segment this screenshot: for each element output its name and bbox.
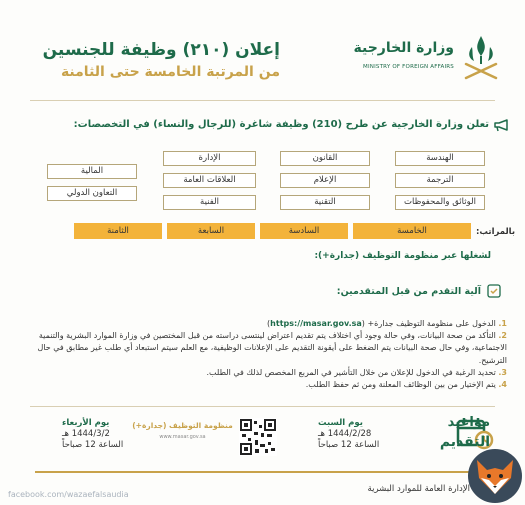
- start-date-value: 1444/2/28 هـ: [318, 429, 372, 439]
- step-item: [15, 318, 507, 330]
- step-number: 3.: [498, 367, 507, 377]
- logo-english-text: MINISTRY OF FOREIGN AFFAIRS: [363, 64, 454, 70]
- footer-line: [35, 471, 495, 473]
- jadarah-note: لشغلها عبر منظومة التوظيف (جدارة+):: [314, 251, 491, 261]
- logo-arabic-text: وزارة الخارجية: [353, 40, 454, 56]
- steps-list: [15, 318, 507, 391]
- bottom-divider: [30, 406, 495, 407]
- mechanism-title: آلية التقدم من قبل المتقدمين:: [336, 286, 481, 297]
- step-text: التأكد من صحة البيانات، وفي حالة وجود أي اختلاف يتم تقديم اعتراض لينتسى دراسته من قبل المختصين في وزارة الموارد البشرية والتنمية الاجتماعية، وفي حال صحة البيانات يتم الضغط على أيقونة التقديم على الإعلانات الوظيفية، مع العلم سيتم استبعاد أي طلب غير مطابق في حال الترشيح.: [37, 331, 507, 365]
- step-text: تحديد الرغبة في الدخول للإعلان من خلال التأشير في المربع المخصص لذلك في الطلب.: [206, 367, 496, 377]
- start-date: [318, 418, 379, 451]
- megaphone-icon: [493, 118, 509, 132]
- intro-text: تعلن وزارة الخارجية عن طرح (210) وظيفة شاغرة (للرجال والنساء) في التخصصات:: [73, 119, 489, 130]
- specialty-item: الإدارة: [163, 151, 256, 166]
- ministry-logo: [352, 34, 502, 84]
- qr-code-icon: [239, 418, 277, 456]
- specialty-item: الوثائق والمحفوظات: [395, 195, 485, 210]
- specialty-item: التقنية: [280, 195, 370, 210]
- specialty-item: الترجمة: [395, 173, 485, 188]
- rank-item: السابعة: [167, 223, 255, 239]
- fox-logo-icon: [467, 448, 523, 504]
- specialty-item: الهندسة: [395, 151, 485, 166]
- specialty-item: التعاون الدولي: [47, 186, 137, 201]
- watermark: facebook.com/wazaefalsaudia: [8, 490, 129, 499]
- end-day: يوم الأربعاء: [62, 418, 110, 428]
- start-time: الساعة 12 صباحاً: [318, 440, 380, 450]
- page-title: إعلان (٢١٠) وظيفة للجنسين: [42, 40, 280, 60]
- jadarah-logo: [130, 421, 235, 453]
- step-item: [15, 367, 507, 379]
- rank-item: الثامنة: [74, 223, 162, 239]
- specialty-item: المالية: [47, 164, 137, 179]
- top-divider: [30, 100, 495, 101]
- end-time: الساعة 12 صباحاً: [62, 440, 124, 450]
- specialty-item: الفنية: [163, 195, 256, 210]
- saudi-emblem-icon: [460, 34, 502, 82]
- checklist-icon: [487, 284, 501, 298]
- step-number: 2.: [498, 331, 507, 341]
- start-day: يوم السبت: [318, 418, 363, 428]
- rank-item: الخامسة: [353, 223, 471, 239]
- end-date-value: 1444/3/2 هـ: [62, 429, 110, 439]
- step-item: [15, 330, 507, 367]
- jadarah-logo-name: منظومة التوظيف (جدارة+): [132, 421, 233, 430]
- step-text-tail: ): [267, 319, 271, 328]
- specialty-item: العلاقات العامة: [163, 173, 256, 188]
- rank-item: السادسة: [260, 223, 348, 239]
- masar-link[interactable]: https://masar.gov.sa: [270, 319, 362, 328]
- jadarah-logo-url[interactable]: www.masar.gov.sa: [159, 434, 206, 440]
- end-date: [62, 418, 123, 451]
- footer-text: الإدارة العامة للموارد البشرية: [367, 484, 470, 494]
- ranks-label: بالمراتب:: [476, 227, 516, 237]
- step-item: [15, 379, 507, 391]
- step-number: 1.: [498, 319, 507, 328]
- step-number: 4.: [498, 380, 507, 390]
- specialty-item: القانون: [280, 151, 370, 166]
- step-text: الدخول على منظومة التوظيف جدارة+ (: [361, 319, 496, 328]
- specialty-item: الإعلام: [280, 173, 370, 188]
- step-text: يتم الإختيار من بين الوظائف المعلنة ومن ثم حفظ الطلب.: [305, 380, 496, 390]
- page-subtitle: من المرتبة الخامسة حتى الثامنة: [60, 64, 280, 80]
- dates-heading-line1: مواعيد: [447, 415, 490, 430]
- dates-heading-line2: التقديم: [439, 434, 490, 450]
